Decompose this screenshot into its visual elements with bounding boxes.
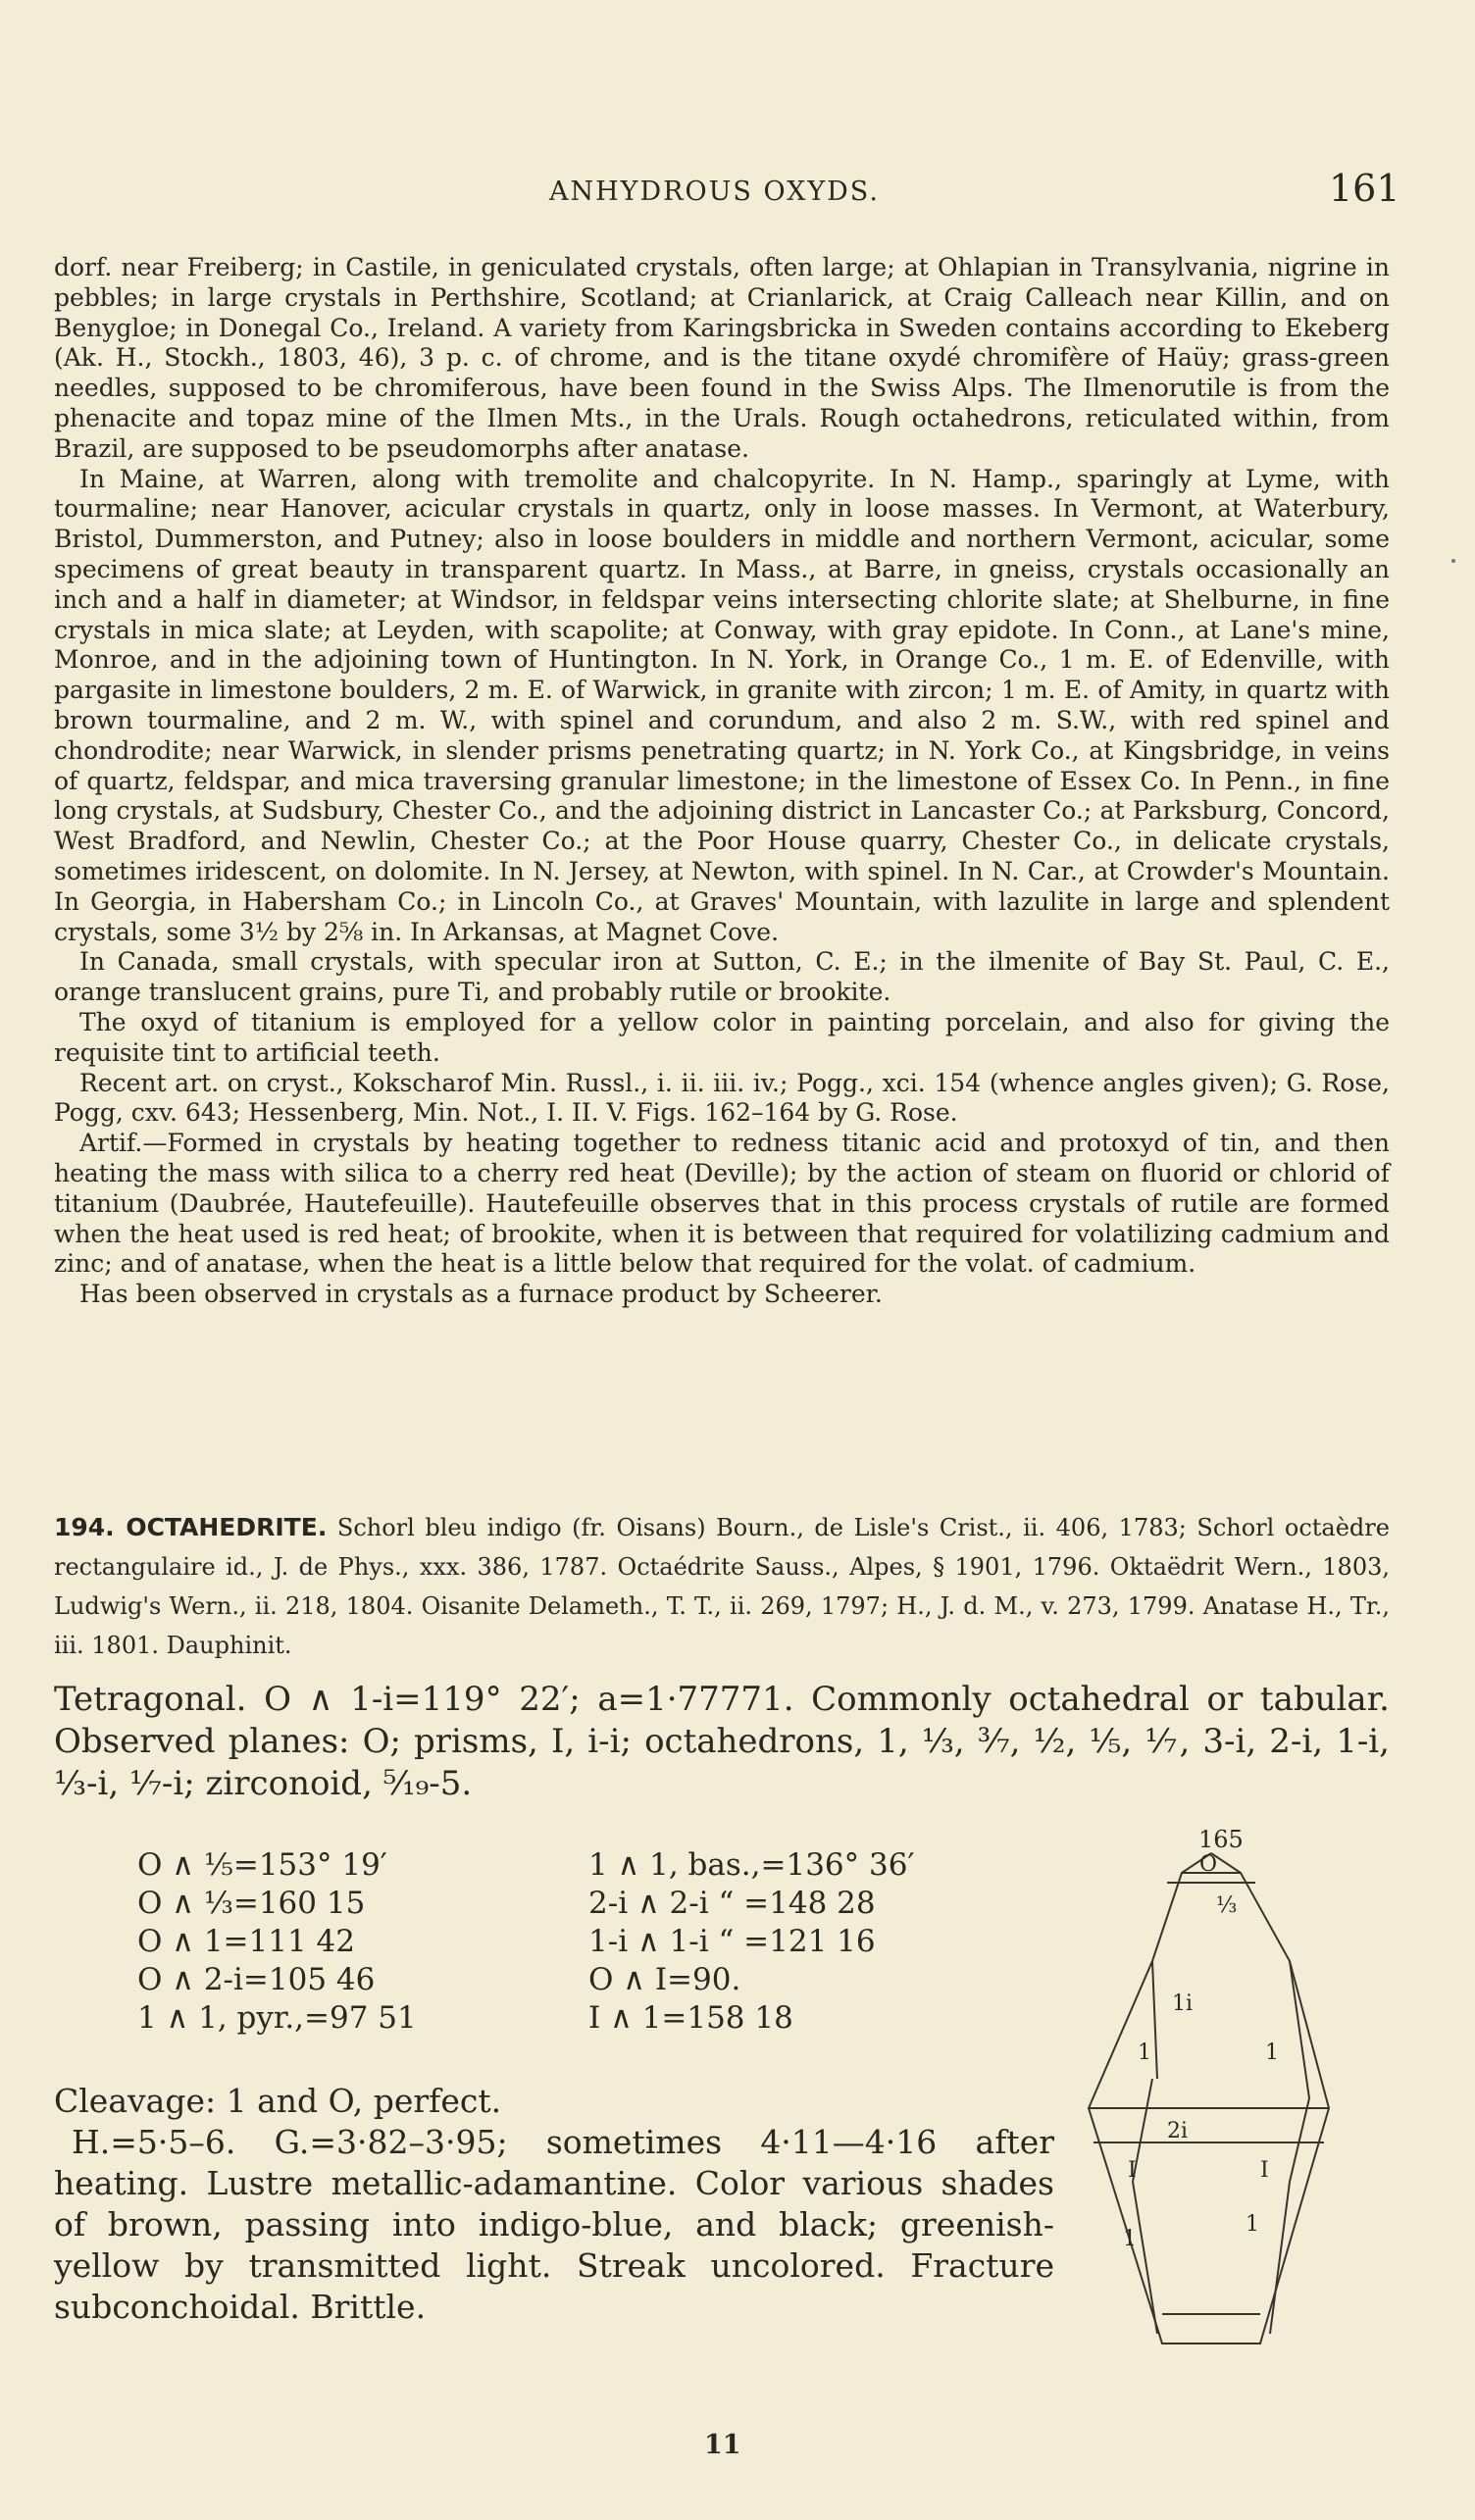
figure-label: ⅓	[1216, 1893, 1238, 1918]
angle-cell: I ∧ 1=158 18	[588, 2000, 793, 2036]
paragraph: dorf. near Freiberg; in Castile, in geniculated crystals, often large; at Ohlapian in Transylvania, nigrine in pebbles; in large crystals in Perthshire, Scotland; at Crianlarick, at Craig Calleach near Killin, and on Benygloe; in Donegal Co., Ireland. A variety from Karingsbricka in Sweden contains according to Ekeberg (Ak. H., Stockh., 1803, 46), 3 p. c. of chrome, and is the titane oxydé chromifère of Haüy; grass-green needles, supposed to be chromiferous, have been found in the Swiss Alps. The Ilmenorutile is from the phenacite and topaz mine of the Ilmen Mts., in the Urals. Rough octahedrons, reticulated within, from Brazil, are supposed to be pseudomorphs after anatase.	[54, 253, 1390, 463]
page-number: 161	[1329, 167, 1400, 210]
paragraph: In Canada, small crystals, with specular iron at Sutton, C. E.; in the ilmenite of Bay St. Paul, C. E., orange translucent grains, pure Ti, and probably rutile or brookite.	[54, 947, 1390, 1007]
paragraph: The oxyd of titanium is employed for a yellow color in painting porcelain, and also for giving the requisite tint to artificial teeth.	[54, 1007, 1390, 1067]
species-description: Tetragonal. O ∧ 1-i=119° 22′; a=1·77771. Commonly octahedral or tabular. Observed planes: O; prisms, I, i-i; octahedrons, 1, ⅓, ³⁄₇, ½, ⅕, ⅐, 3-i, 2-i, 1-i, ⅓-i, ⅐-i; zirconoid, ⁵⁄₁₉-5.	[54, 1680, 1390, 1803]
signature-mark: 11	[704, 2430, 741, 2460]
angle-table	[137, 1846, 1020, 2038]
angle-cell: O ∧ ⅕=153° 19′	[137, 1847, 387, 1883]
angle-cell: 1 ∧ 1, pyr.,=97 51	[137, 2000, 417, 2036]
angle-cell: O ∧ 1=111 42	[137, 1924, 355, 1959]
angle-cell: 1-i ∧ 1-i “ =121 16	[588, 1924, 876, 1959]
crystal-figure	[1064, 1843, 1388, 2353]
paragraph: Has been observed in crystals as a furnace product by Scheerer.	[79, 1280, 883, 1309]
body-text	[54, 253, 1390, 1310]
paragraph: In Maine, at Warren, along with tremolite and chalcopyrite. In N. Hamp., sparingly at Lyme, with tourmaline; near Hanover, acicular crystals in quartz, only in loose masses. In Vermont, at Waterbury, Bristol, Dummerston, and Putney; also in loose boulders in middle and northern Vermont, acicular, some specimens of great beauty in transparent quartz. In Mass., at Barre, in gneiss, crystals occasionally an inch and a half in diameter; at Windsor, in feldspar veins intersecting chlorite slate; at Shelburne, in fine crystals in mica slate; at Leyden, with scapolite; at Conway, with gray epidote. In Conn., at Lane's mine, Monroe, and in the adjoining town of Huntington. In N. York, in Orange Co., 1 m. E. of Edenville, with pargasite in limestone boulders, 2 m. E. of Warwick, in granite with zircon; 1 m. E. of Amity, in quartz with brown tourmaline, and 2 m. W., with spinel and corundum, and also 2 m. S.W., with red spinel and chondrodite; near Warwick, in slender prisms penetrating quartz; in N. York Co., at Kingsbridge, in veins of quartz, feldspar, and mica traversing granular limestone; in the limestone of Essex Co. In Penn., in fine long crystals, at Sudsbury, Chester Co., and the adjoining district in Lancaster Co.; at Parksburg, Concord, West Bradford, and Newlin, Chester Co.; at the Poor House quarry, Chester Co., in delicate crystals, sometimes iridescent, on dolomite. In N. Jersey, at Newton, with spinel. In N. Car., at Crowder's Mountain. In Georgia, in Habersham Co.; in Lincoln Co., at Graves' Mountain, with lazulite in large and splendent crystals, some 3½ by 2⅝ in. In Arkansas, at Magnet Cove.	[54, 464, 1390, 946]
figure-label: 2i	[1167, 2119, 1189, 2143]
figure-label: 1	[1138, 2041, 1151, 2065]
angle-cell: O ∧ I=90.	[588, 1962, 741, 1997]
species-entry	[54, 1508, 1390, 1665]
angle-row	[137, 1846, 1020, 1885]
properties-text: H.=5·5–6. G.=3·82–3·95; sometimes 4·11—4·16 after heating. Lustre metallic-adamantine. Color various shades of brown, passing into indigo-blue, and black; greenish-yellow by transmitted light. Streak uncolored. Fracture subconchoidal. Brittle.	[54, 2123, 1054, 2326]
figure-label: O	[1199, 1852, 1218, 1877]
angle-row	[137, 1961, 1020, 1999]
figure-label: 1	[1246, 2212, 1259, 2237]
species-heading: 194. OCTAHEDRITE.	[54, 1513, 328, 1541]
species-synonymy: Schorl bleu indigo (fr. Oisans) Bourn., de Lisle's Crist., ii. 406, 1783; Schorl octaèdre rectangulaire id., J. de Phys., xxx. 386, 1787. Octaédrite Sauss., Alpes, § 1901, 1796. Oktaëdrit Wern., 1803, Ludwig's Wern., ii. 218, 1804. Oisanite Delameth., T. T., ii. 269, 1797; H., J. d. M., v. 273, 1799. Anatase H., Tr., iii. 1801. Dauphinit.	[54, 1514, 1390, 1659]
angle-row	[137, 1885, 1020, 1923]
angle-row	[137, 1923, 1020, 1961]
cleavage-text: Cleavage: 1 and O, perfect.	[54, 2082, 502, 2120]
figure-number: 165	[1198, 1826, 1244, 1853]
figure-label: 1	[1265, 2041, 1279, 2065]
figure-label: I	[1128, 2158, 1137, 2183]
physical-properties	[54, 2081, 1054, 2328]
angle-cell: O ∧ 2-i=105 46	[137, 1962, 376, 1997]
angle-row	[137, 1999, 1020, 2038]
angle-cell: 2-i ∧ 2-i “ =148 28	[588, 1886, 876, 1921]
angle-cell: 1 ∧ 1, bas.,=136° 36′	[588, 1847, 915, 1883]
running-head: ANHYDROUS OXYDS.	[549, 176, 880, 207]
margin-dot	[1451, 559, 1455, 563]
paragraph: Artif.—Formed in crystals by heating together to redness titanic acid and protoxyd of tin, and then heating the mass with silica to a cherry red heat (Deville); by the action of steam on fluorid or chlorid of titanium (Daubrée, Hautefeuille). Hautefeuille observes that in this process crystals of rutile are formed when the heat used is red heat; of brookite, when it is between that required for volatilizing cadmium and zinc; and of anatase, when the heat is a little below that required for the volat. of cadmium.	[54, 1129, 1390, 1279]
figure-label: 1i	[1172, 1991, 1194, 2016]
paragraph: Recent art. on cryst., Kokscharof Min. Russl., i. ii. iii. iv.; Pogg., xci. 154 (whence angles given); G. Rose, Pogg, cxv. 643; Hessenberg, Min. Not., I. II. V. Figs. 162–164 by G. Rose.	[54, 1068, 1390, 1128]
figure-label: I	[1260, 2158, 1269, 2183]
angle-cell: O ∧ ⅓=160 15	[137, 1886, 366, 1921]
figure-label: 1	[1123, 2227, 1137, 2251]
